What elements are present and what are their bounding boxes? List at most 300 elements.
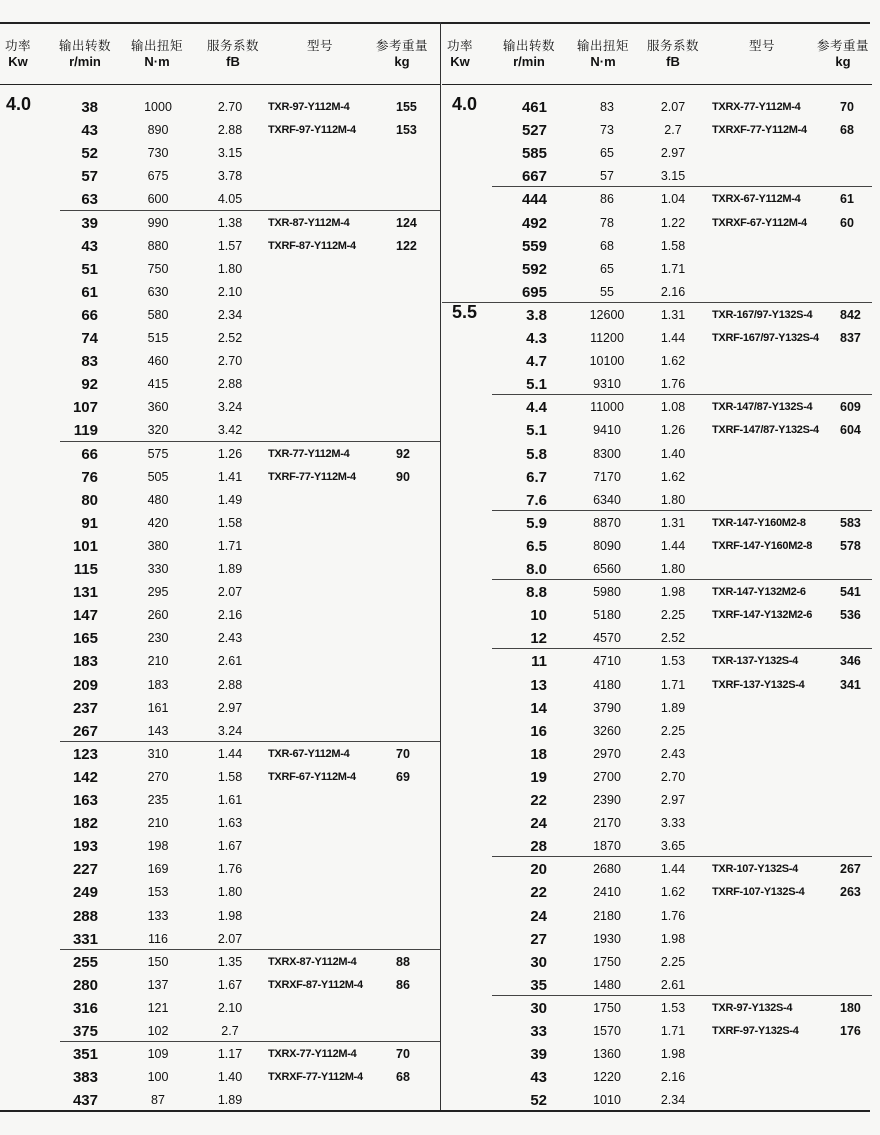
- output-speed: 39: [530, 1046, 547, 1064]
- model-number: TXRX-67-Y112M-4: [712, 193, 801, 206]
- output-speed: 61: [81, 283, 98, 301]
- service-factor: 2.7: [221, 1024, 239, 1038]
- service-factor: 1.53: [660, 1000, 686, 1015]
- service-factor: 1.38: [217, 215, 243, 230]
- header-fb: [200, 38, 266, 70]
- output-speed: 5.8: [526, 445, 547, 463]
- model-number: TXRF-67-Y112M-4: [268, 770, 356, 783]
- model-number: TXR-147-Y160M2-8: [712, 516, 806, 529]
- output-torque: 78: [600, 215, 614, 230]
- service-factor: 1.40: [217, 1070, 243, 1085]
- output-speed: 92: [81, 376, 98, 394]
- output-speed: 74: [81, 330, 98, 347]
- service-factor: 1.71: [660, 261, 686, 276]
- header-model-label: 型号: [306, 39, 333, 53]
- service-factor: 3.24: [217, 400, 243, 415]
- output-torque: 7170: [593, 469, 621, 484]
- output-speed: 14: [530, 699, 547, 717]
- output-torque: 360: [147, 400, 169, 415]
- output-torque: 10100: [589, 354, 625, 369]
- reference-weight: 122: [396, 238, 417, 253]
- service-factor: 1.44: [660, 331, 686, 345]
- header-fb-unit: fB: [666, 54, 680, 69]
- service-factor: 1.44: [217, 746, 243, 761]
- header-torque-unit: N·m: [590, 54, 616, 69]
- service-factor: 1.61: [217, 793, 243, 807]
- output-speed: 13: [530, 676, 547, 694]
- output-torque: 109: [147, 1047, 169, 1062]
- output-torque: 137: [147, 977, 169, 992]
- output-speed: 76: [81, 468, 98, 486]
- output-torque: 2970: [593, 746, 621, 761]
- model-number: TXR-137-Y132S-4: [712, 655, 798, 668]
- output-torque: 121: [147, 1000, 169, 1015]
- output-torque: 169: [147, 862, 169, 877]
- output-speed: 22: [530, 884, 547, 902]
- output-torque: 12600: [589, 307, 625, 322]
- service-factor: 1.80: [660, 562, 686, 576]
- service-factor: 1.63: [217, 816, 243, 831]
- output-speed: 22: [530, 792, 547, 809]
- model-number: TXRF-97-Y112M-4: [268, 124, 356, 137]
- reference-weight: 70: [840, 100, 854, 114]
- header-power-label: 功率: [4, 39, 31, 53]
- output-speed: 437: [72, 1092, 98, 1110]
- service-factor: 1.80: [217, 885, 243, 900]
- output-speed: 209: [72, 676, 98, 694]
- service-factor: 3.42: [217, 423, 243, 438]
- output-speed: 492: [521, 214, 547, 232]
- group-separator: [492, 510, 872, 511]
- output-speed: 12: [530, 630, 547, 648]
- reference-weight: 578: [840, 538, 861, 553]
- output-torque: 730: [147, 146, 169, 161]
- model-number: TXRF-137-Y132S-4: [712, 678, 805, 691]
- output-speed: 91: [81, 514, 98, 532]
- output-speed: 280: [72, 976, 98, 994]
- output-speed: 83: [81, 353, 98, 371]
- output-torque: 8870: [593, 515, 621, 530]
- header-rpm-unit: r/min: [69, 54, 101, 69]
- header-torque-label: 输出扭矩: [576, 39, 629, 53]
- service-factor: 1.58: [217, 515, 243, 530]
- model-number: TXRF-147/87-Y132S-4: [712, 424, 819, 437]
- output-torque: 4710: [593, 654, 621, 669]
- header-rpm: [494, 38, 564, 70]
- output-torque: 310: [147, 746, 169, 761]
- output-speed: 11: [531, 653, 547, 671]
- group-separator: [492, 856, 872, 857]
- header-model-label: 型号: [748, 39, 775, 53]
- output-speed: 375: [72, 1023, 98, 1040]
- header-torque-label: 输出扭矩: [130, 39, 183, 53]
- header-weight: [810, 38, 876, 70]
- output-torque: 210: [147, 816, 169, 831]
- group-separator: [60, 949, 440, 950]
- service-factor: 1.89: [217, 1093, 243, 1108]
- service-factor: 2.07: [217, 585, 243, 600]
- output-torque: 2390: [593, 793, 621, 807]
- service-factor: 2.25: [660, 723, 686, 738]
- power-value: 4.0: [6, 94, 32, 114]
- output-speed: 667: [521, 168, 547, 186]
- reference-weight: 69: [396, 769, 410, 784]
- reference-weight: 153: [396, 123, 417, 138]
- service-factor: 2.07: [660, 100, 686, 114]
- service-factor: 2.43: [660, 746, 686, 761]
- model-number: TXRXF-77-Y112M-4: [712, 124, 807, 137]
- service-factor: 3.24: [217, 723, 243, 738]
- reference-weight: 90: [396, 469, 410, 484]
- service-factor: 1.40: [660, 446, 686, 461]
- header-torque-unit: N·m: [144, 54, 170, 69]
- output-torque: 270: [147, 769, 169, 784]
- service-factor: 1.76: [660, 377, 686, 392]
- output-torque: 1360: [593, 1047, 621, 1062]
- header-weight: [368, 38, 436, 70]
- model-number: TXRF-87-Y112M-4: [268, 239, 356, 252]
- output-speed: 249: [72, 884, 98, 902]
- service-factor: 1.98: [217, 908, 243, 923]
- model-number: TXRX-87-Y112M-4: [268, 955, 357, 968]
- service-factor: 1.76: [660, 908, 686, 923]
- service-factor: 1.62: [660, 354, 686, 369]
- header-power-unit: Kw: [450, 54, 470, 69]
- output-torque: 9310: [593, 377, 621, 392]
- output-speed: 147: [72, 607, 98, 625]
- reference-weight: 88: [396, 954, 410, 969]
- service-factor: 2.10: [217, 284, 243, 299]
- header-power: [442, 38, 478, 70]
- reference-weight: 61: [840, 192, 854, 207]
- output-torque: 11200: [590, 331, 624, 345]
- header-rule: [442, 84, 872, 85]
- service-factor: 1.53: [660, 654, 686, 669]
- service-factor: 2.70: [217, 354, 243, 369]
- output-torque: 330: [147, 562, 169, 576]
- output-speed: 16: [530, 722, 547, 740]
- output-speed: 585: [521, 145, 547, 163]
- output-torque: 1750: [593, 954, 621, 969]
- reference-weight: 124: [396, 215, 417, 230]
- service-factor: 1.67: [217, 977, 243, 992]
- output-torque: 260: [147, 608, 169, 623]
- service-factor: 1.26: [660, 423, 686, 438]
- output-speed: 51: [81, 260, 98, 278]
- header-weight-unit: kg: [394, 54, 410, 69]
- header-fb-unit: fB: [226, 54, 240, 69]
- model-number: TXR-77-Y112M-4: [268, 447, 350, 460]
- output-torque: 230: [147, 631, 169, 646]
- output-speed: 6.5: [526, 537, 547, 555]
- output-speed: 10: [530, 607, 547, 625]
- model-number: TXRXF-87-Y112M-4: [268, 978, 363, 991]
- output-torque: 6560: [593, 562, 621, 576]
- output-torque: 295: [147, 585, 169, 600]
- reference-weight: 609: [840, 400, 861, 415]
- service-factor: 2.16: [660, 1070, 686, 1085]
- reference-weight: 176: [840, 1024, 861, 1038]
- output-torque: 600: [147, 192, 169, 207]
- service-factor: 3.15: [217, 146, 243, 161]
- service-factor: 2.97: [217, 700, 243, 715]
- output-torque: 1010: [593, 1093, 621, 1108]
- output-speed: 193: [72, 838, 98, 856]
- output-torque: 5180: [593, 608, 621, 623]
- service-factor: 1.04: [660, 192, 686, 207]
- output-speed: 7.6: [526, 491, 547, 509]
- output-torque: 420: [147, 515, 169, 530]
- output-speed: 30: [530, 953, 547, 971]
- service-factor: 1.44: [660, 538, 686, 553]
- output-torque: 460: [147, 354, 169, 369]
- service-factor: 1.76: [217, 862, 243, 877]
- service-factor: 1.58: [660, 238, 686, 253]
- output-torque: 3260: [593, 723, 621, 738]
- service-factor: 1.98: [660, 1047, 686, 1062]
- header-torque: [122, 38, 192, 70]
- group-separator: [60, 210, 440, 211]
- output-speed: 19: [530, 768, 547, 786]
- service-factor: 1.49: [217, 492, 243, 507]
- service-factor: 2.25: [660, 608, 686, 623]
- output-torque: 183: [147, 677, 169, 692]
- output-speed: 28: [530, 838, 547, 856]
- header-rpm-label: 输出转数: [502, 39, 555, 53]
- service-factor: 2.70: [660, 769, 686, 784]
- output-speed: 351: [72, 1046, 98, 1064]
- reference-weight: 155: [396, 100, 417, 114]
- service-factor: 2.34: [660, 1093, 686, 1108]
- service-factor: 3.15: [660, 169, 686, 184]
- model-number: TXRF-147-Y160M2-8: [712, 539, 813, 552]
- group-separator: [492, 394, 872, 395]
- header-power-label: 功率: [446, 39, 473, 53]
- output-torque: 750: [147, 261, 169, 276]
- group-separator: [60, 1041, 440, 1042]
- header-fb: [640, 38, 706, 70]
- service-factor: 3.33: [660, 816, 686, 831]
- reference-weight: 842: [840, 307, 861, 322]
- model-number: TXR-97-Y132S-4: [712, 1001, 793, 1014]
- output-torque: 2700: [593, 769, 621, 784]
- output-speed: 24: [530, 907, 547, 925]
- output-speed: 18: [530, 745, 547, 763]
- output-torque: 1570: [593, 1024, 621, 1038]
- output-speed: 237: [72, 699, 98, 717]
- output-speed: 444: [521, 191, 547, 209]
- output-torque: 116: [148, 931, 168, 946]
- output-torque: 630: [147, 284, 169, 299]
- output-speed: 163: [72, 792, 98, 809]
- output-speed: 527: [521, 122, 547, 140]
- output-torque: 6340: [593, 492, 621, 507]
- output-speed: 182: [72, 815, 98, 833]
- service-factor: 1.98: [660, 585, 686, 600]
- output-speed: 3.8: [526, 306, 547, 324]
- service-factor: 3.78: [217, 169, 243, 184]
- reference-weight: 604: [840, 423, 861, 438]
- service-factor: 1.17: [217, 1047, 243, 1062]
- service-factor: 2.97: [660, 146, 686, 161]
- model-number: TXRX-77-Y112M-4: [268, 1048, 357, 1061]
- output-speed: 6.7: [526, 468, 547, 486]
- reference-weight: 346: [840, 654, 861, 669]
- output-speed: 592: [521, 260, 547, 278]
- model-number: TXR-147-Y132M2-6: [712, 586, 806, 599]
- reference-weight: 267: [840, 862, 861, 877]
- output-speed: 66: [81, 445, 98, 463]
- output-torque: 2180: [593, 908, 621, 923]
- output-torque: 87: [151, 1093, 165, 1108]
- group-separator: [492, 186, 872, 187]
- service-factor: 1.89: [660, 700, 686, 715]
- reference-weight: 263: [840, 885, 861, 900]
- output-speed: 39: [81, 214, 98, 232]
- output-torque: 880: [147, 238, 169, 253]
- model-number: TXRF-167/97-Y132S-4: [712, 332, 819, 344]
- output-speed: 255: [72, 953, 98, 971]
- output-speed: 38: [81, 99, 98, 116]
- service-factor: 1.44: [660, 862, 686, 877]
- output-speed: 20: [530, 861, 547, 879]
- output-torque: 505: [147, 469, 169, 484]
- model-number: TXR-67-Y112M-4: [268, 747, 350, 760]
- output-speed: 115: [73, 561, 98, 578]
- reference-weight: 60: [840, 215, 854, 230]
- reference-weight: 541: [840, 585, 861, 600]
- header-power: [0, 38, 36, 70]
- output-torque: 415: [147, 377, 169, 392]
- reference-weight: 583: [840, 515, 861, 530]
- reference-weight: 68: [396, 1070, 410, 1085]
- service-factor: 1.80: [660, 492, 686, 507]
- output-speed: 27: [530, 930, 547, 948]
- header-fb-label: 服务系数: [646, 39, 699, 53]
- output-speed: 35: [530, 976, 547, 994]
- output-speed: 165: [72, 630, 98, 648]
- output-speed: 8.0: [526, 561, 547, 578]
- service-factor: 2.16: [217, 608, 243, 623]
- reference-weight: 70: [396, 746, 410, 761]
- reference-weight: 837: [840, 331, 861, 345]
- output-speed: 183: [72, 653, 98, 671]
- output-speed: 5.9: [526, 514, 547, 532]
- service-factor: 2.25: [660, 954, 686, 969]
- service-factor: 4.05: [217, 192, 243, 207]
- service-factor: 2.7: [664, 123, 682, 138]
- output-torque: 73: [600, 123, 614, 138]
- output-speed: 66: [81, 306, 98, 324]
- output-speed: 43: [530, 1069, 547, 1087]
- output-speed: 57: [81, 168, 98, 186]
- output-torque: 575: [147, 446, 169, 461]
- output-speed: 52: [81, 145, 98, 163]
- service-factor: 1.71: [217, 538, 243, 553]
- output-speed: 107: [72, 399, 98, 417]
- output-speed: 331: [72, 930, 98, 948]
- service-factor: 1.71: [660, 677, 686, 692]
- service-factor: 2.52: [217, 331, 243, 345]
- service-factor: 1.58: [217, 769, 243, 784]
- output-torque: 1220: [593, 1070, 621, 1085]
- service-factor: 2.34: [217, 307, 243, 322]
- output-torque: 65: [600, 146, 614, 161]
- output-speed: 4.4: [526, 399, 547, 417]
- output-speed: 227: [72, 861, 98, 879]
- service-factor: 2.61: [217, 654, 243, 669]
- output-torque: 675: [147, 169, 169, 184]
- output-torque: 1000: [144, 100, 172, 114]
- group-separator: [60, 441, 440, 442]
- model-number: TXR-107-Y132S-4: [712, 863, 798, 876]
- output-speed: 131: [72, 584, 98, 602]
- output-speed: 63: [81, 191, 98, 209]
- header-weight-label: 参考重量: [375, 39, 428, 53]
- model-number: TXR-87-Y112M-4: [268, 216, 350, 229]
- service-factor: 1.71: [660, 1024, 686, 1038]
- output-torque: 990: [147, 215, 169, 230]
- output-torque: 3790: [593, 700, 621, 715]
- output-torque: 2410: [593, 885, 621, 900]
- output-torque: 102: [147, 1024, 169, 1038]
- output-speed: 695: [521, 283, 547, 301]
- output-speed: 461: [521, 99, 547, 116]
- output-torque: 161: [147, 700, 169, 715]
- output-speed: 80: [81, 491, 98, 509]
- output-torque: 57: [600, 169, 614, 184]
- service-factor: 1.08: [660, 400, 686, 415]
- output-torque: 86: [600, 192, 614, 207]
- output-speed: 559: [521, 237, 547, 255]
- service-factor: 1.31: [660, 515, 686, 530]
- service-factor: 2.07: [217, 931, 243, 946]
- service-factor: 2.88: [217, 677, 243, 692]
- service-factor: 1.62: [660, 469, 686, 484]
- header-rpm: [50, 38, 120, 70]
- output-speed: 33: [530, 1023, 547, 1040]
- output-speed: 52: [530, 1092, 547, 1110]
- header-model: [290, 38, 350, 54]
- output-torque: 2680: [593, 862, 621, 877]
- output-torque: 4570: [593, 631, 621, 646]
- reference-weight: 180: [840, 1000, 861, 1015]
- output-torque: 890: [147, 123, 169, 138]
- output-speed: 4.7: [526, 353, 547, 371]
- header-weight-unit: kg: [835, 54, 851, 69]
- model-number: TXRXF-77-Y112M-4: [268, 1071, 363, 1084]
- header-model: [732, 38, 792, 54]
- output-torque: 143: [147, 723, 169, 738]
- header-rpm-unit: r/min: [513, 54, 545, 69]
- power-value: 5.5: [452, 301, 478, 322]
- column-divider: [440, 22, 441, 1110]
- service-factor: 1.62: [660, 885, 686, 900]
- service-factor: 1.35: [217, 954, 243, 969]
- header-rpm-label: 输出转数: [58, 39, 111, 53]
- model-number: TXRXF-67-Y112M-4: [712, 216, 807, 229]
- power-value: 4.0: [452, 94, 478, 114]
- output-speed: 4.3: [526, 330, 547, 347]
- service-factor: 1.67: [217, 839, 243, 854]
- output-torque: 198: [147, 839, 169, 854]
- output-torque: 65: [600, 261, 614, 276]
- header-torque: [568, 38, 638, 70]
- output-speed: 142: [72, 768, 98, 786]
- output-torque: 11000: [590, 400, 624, 415]
- group-separator: [492, 579, 872, 580]
- header-weight-label: 参考重量: [816, 39, 869, 53]
